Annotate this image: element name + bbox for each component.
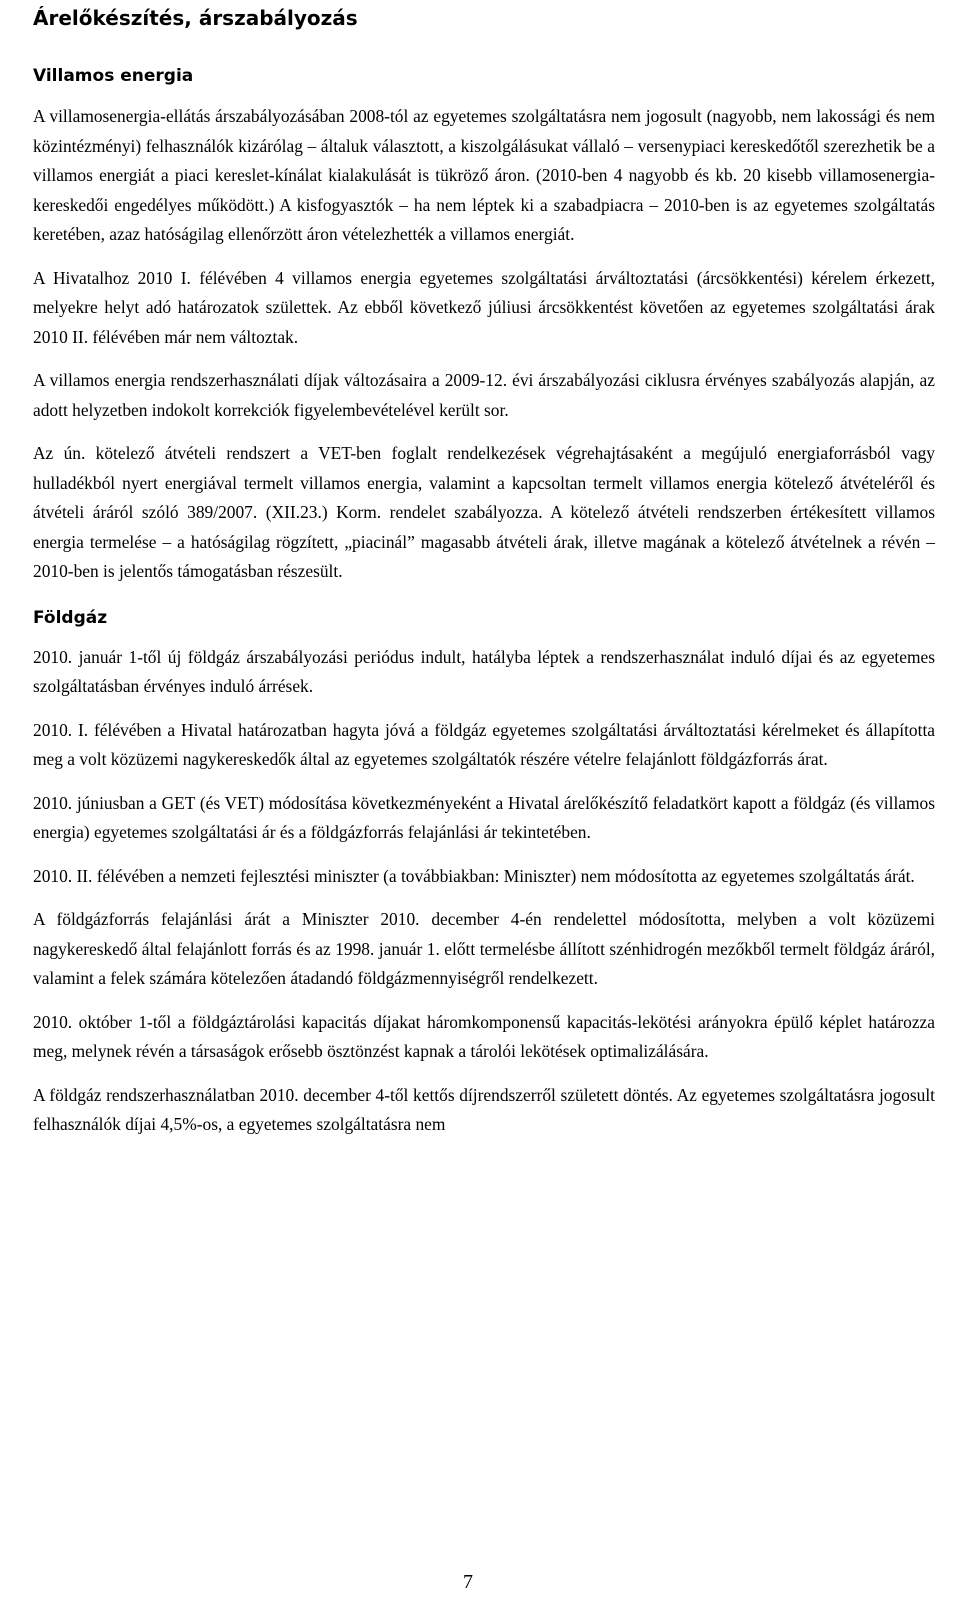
paragraph-foldgaz-5: A földgázforrás felajánlási árát a Miniszter 2010. december 4-én rendelettel módosította, melyben a volt közüzemi nagykereskedő által felajánlott forrás és az 1998. január 1. előtt termelésbe állított szénhidrogén mezőkből termelt földgáz áráról, valamint a felek számára kötelezően átadandó földgázmennyiségről rendelkezett.: [33, 909, 935, 988]
paragraph-foldgaz-7: A földgáz rendszerhasználatban 2010. december 4-től kettős díjrendszerről született döntés. Az egyetemes szolgáltatásra jogosult felhasználók díjai 4,5%-os, a egyetemes szolgáltatásra nem: [33, 1084, 935, 1134]
paragraph-villamos-4: Az ún. kötelező átvételi rendszert a VET-ben foglalt rendelkezések végrehajtásaként a megújuló energiaforrásból vagy hulladékból nyert energiával termelt villamos energia, valamint a kapcsoltan termelt villamos energia kötelező átvételéről és átvételi áráról szóló 389/2007. (XII.23.) Korm. rendelet szabályozza. A kötelező átvételi rendszerben értékesített villamos energia termelése – a hatóságilag rögzített, „piacinál” magasabb átvételi árak, illetve magának a kötelező átvételnek a révén – 2010-ben is jelentős támogatásban részesült.: [33, 443, 935, 581]
page-title: Árelőkészítés, árszabályozás: [33, 6, 358, 30]
paragraph-villamos-1: A villamosenergia-ellátás árszabályozásában 2008-tól az egyetemes szolgáltatásra nem jogosult (nagyobb, nem lakossági és nem közintézményi) felhasználók kizárólag – általuk választott, a kiszolgálásukat vállaló – versenypiaci kereskedőtől szerezhetik be a villamos energiát a piaci kereslet-kínálat kialakulását is tükröző áron. (2010-ben 4 nagyobb és kb. 20 kisebb villamosenergia-kereskedői engedélyes működött.) A kisfogyasztók – ha nem léptek ki a szabadpiacra – 2010-ben is az egyetemes szolgáltatás keretében, azaz hatóságilag ellenőrzött áron vételezhették a villamos energiát.: [33, 106, 935, 244]
paragraph-foldgaz-3: 2010. júniusban a GET (és VET) módosítása következményeként a Hivatal árelőkészítő feladatkört kapott a földgáz (és villamos energia) egyetemes szolgáltatási ár és a földgázforrás felajánlási ár tekintetében.: [33, 792, 935, 842]
page-number: 7: [463, 1571, 473, 1593]
paragraph-foldgaz-4: 2010. II. félévében a nemzeti fejlesztési miniszter (a továbbiakban: Miniszter) nem módosította az egyetemes szolgáltatás árát.: [33, 865, 915, 886]
section-heading-foldgaz: Földgáz: [33, 607, 108, 628]
paragraph-foldgaz-6: 2010. október 1-től a földgáztárolási kapacitás díjakat háromkomponensű kapacitás-lekötési arányokra épülő képlet határozza meg, melynek révén a társaságok erősebb ösztönzést kapnak a tárolói lekötések optimalizálására.: [33, 1011, 935, 1061]
section-heading-villamos-energia: Villamos energia: [33, 66, 194, 86]
paragraph-villamos-2: A Hivatalhoz 2010 I. félévében 4 villamos energia egyetemes szolgáltatási árváltoztatási (árcsökkentési) kérelem érkezett, melyekre helyt adó határozatok születtek. Az ebből következő júliusi árcsökkentést követően az egyetemes szolgáltatási árak 2010 II. félévében már nem változtak.: [33, 267, 935, 347]
paragraph-foldgaz-2: 2010. I. félévében a Hivatal határozatban hagyta jóvá a földgáz egyetemes szolgáltatási árváltoztatási kérelmeket és állapította meg a volt közüzemi nagykereskedők által az egyetemes szolgáltatók részére vételre felajánlott földgázforrás árat.: [33, 719, 935, 769]
paragraph-foldgaz-1: 2010. január 1-től új földgáz árszabályozási periódus indult, hatályba léptek a rendszerhasználat induló díjai és az egyetemes szolgáltatásban érvényes induló árrések.: [33, 646, 935, 696]
document-page: [33, 0, 935, 1140]
paragraph-villamos-3: A villamos energia rendszerhasználati díjak változásaira a 2009-12. évi árszabályozási ciklusra érvényes szabályozás alapján, az adott helyzetben indokolt korrekciók figyelembevételével került sor.: [33, 370, 935, 420]
